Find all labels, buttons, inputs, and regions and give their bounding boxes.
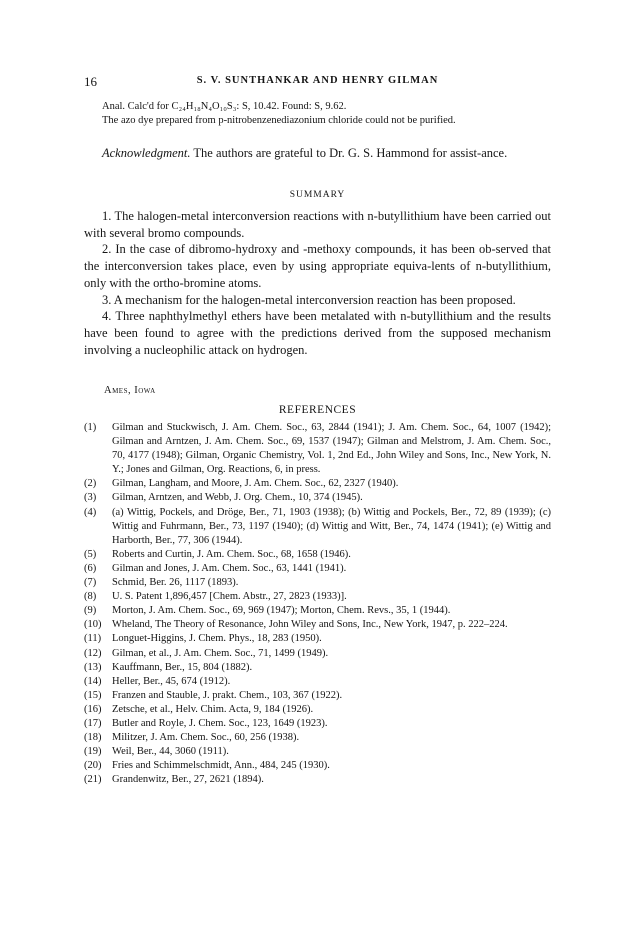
reference-text: Morton, J. Am. Chem. Soc., 69, 969 (1947); Morton, Chem. Revs., 35, 1 (1944). bbox=[112, 605, 451, 617]
reference-item bbox=[84, 576, 551, 590]
reference-text: Gilman and Stuckwisch, J. Am. Chem. Soc., 63, 2844 (1941); J. Am. Chem. Soc., 64, 1007 (1942); Gilman and Arntzen, J. Am. Chem. Soc., 69, 1537 (1947); Gilman and Melstrom, J. Am. Chem. Soc., 70, 4177 (1948); Gilman, Organic Chemistry, Vol. 1, 2nd Ed., John Wiley and Sons, Inc., New York, N. Y.; Jones and Gilman, Org. Reactions, 6, in press. bbox=[112, 422, 551, 476]
summary-item: 1. The halogen-metal interconversion reactions with n-butyllithium have been carried out with several bromo compounds. bbox=[84, 209, 551, 240]
footnote-azo-dye: The azo dye prepared from p-nitrobenzenediazonium chloride could not be purified. bbox=[102, 115, 456, 126]
reference-item bbox=[84, 731, 551, 745]
reference-text: Wheland, The Theory of Resonance, John Wiley and Sons, Inc., New York, 1947, p. 222–224. bbox=[112, 619, 508, 631]
reference-number: (13) bbox=[84, 661, 102, 673]
reference-item bbox=[84, 562, 551, 576]
reference-text: U. S. Patent 1,896,457 [Chem. Abstr., 27, 2823 (1933)]. bbox=[112, 591, 347, 603]
reference-item bbox=[84, 421, 551, 477]
reference-text: Gilman, Langham, and Moore, J. Am. Chem. Soc., 62, 2327 (1940). bbox=[112, 478, 399, 490]
reference-number: (17) bbox=[84, 717, 102, 729]
reference-text: Heller, Ber., 45, 674 (1912). bbox=[112, 675, 231, 687]
summary-item: 2. In the case of dibromo-hydroxy and -methoxy compounds, it has been ob-served that the interconversion takes place, even by using appropriate equiva-lents of n-butyllithium, only with the ortho-bromine atoms. bbox=[84, 242, 551, 290]
acknowledgment-text: The authors are grateful to Dr. G. S. Hammond for assist-ance. bbox=[190, 146, 508, 160]
reference-number: (11) bbox=[84, 633, 102, 645]
reference-text: Gilman, Arntzen, and Webb, J. Org. Chem., 10, 374 (1945). bbox=[112, 492, 363, 504]
acknowledgment-lead: Acknowledgment. bbox=[102, 146, 191, 160]
reference-number: (15) bbox=[84, 689, 102, 701]
reference-item bbox=[84, 689, 551, 703]
reference-item bbox=[84, 759, 551, 773]
reference-item bbox=[84, 491, 551, 505]
reference-number: (7) bbox=[84, 577, 97, 589]
reference-number: (2) bbox=[84, 478, 97, 490]
reference-number: (6) bbox=[84, 562, 97, 574]
reference-item bbox=[84, 477, 551, 491]
author-location: Ames, Iowa bbox=[104, 385, 156, 396]
reference-number: (14) bbox=[84, 675, 102, 687]
reference-item bbox=[84, 618, 551, 632]
reference-text: Gilman, et al., J. Am. Chem. Soc., 71, 1499 (1949). bbox=[112, 647, 329, 659]
reference-text: Fries and Schimmelschmidt, Ann., 484, 245 (1930). bbox=[112, 760, 330, 772]
reference-number: (18) bbox=[84, 732, 102, 744]
reference-item bbox=[84, 548, 551, 562]
reference-text: Longuet-Higgins, J. Chem. Phys., 18, 283 (1950). bbox=[112, 633, 322, 645]
reference-text: Butler and Royle, J. Chem. Soc., 123, 1649 (1923). bbox=[112, 717, 328, 729]
reference-text: Roberts and Curtin, J. Am. Chem. Soc., 68, 1658 (1946). bbox=[112, 548, 351, 560]
reference-item bbox=[84, 632, 551, 646]
reference-item bbox=[84, 604, 551, 618]
analysis-footnotes bbox=[84, 100, 551, 128]
reference-text: Militzer, J. Am. Chem. Soc., 60, 256 (1938). bbox=[112, 732, 300, 744]
references-heading: REFERENCES bbox=[278, 404, 357, 416]
reference-number: (19) bbox=[84, 746, 102, 758]
reference-number: (1) bbox=[84, 422, 97, 433]
reference-number: (21) bbox=[84, 774, 102, 786]
reference-item bbox=[84, 647, 551, 661]
reference-number: (10) bbox=[84, 619, 102, 631]
reference-item bbox=[84, 675, 551, 689]
reference-item bbox=[84, 717, 551, 731]
summary-heading: SUMMARY bbox=[289, 190, 346, 200]
reference-text: Franzen and Stauble, J. prakt. Chem., 103, 367 (1922). bbox=[112, 689, 343, 701]
running-head: S. V. SUNTHANKAR AND HENRY GILMAN bbox=[196, 75, 439, 86]
page-number: 16 bbox=[84, 74, 97, 89]
references-list bbox=[84, 421, 551, 787]
reference-number: (4) bbox=[84, 506, 97, 518]
reference-number: (20) bbox=[84, 760, 102, 772]
reference-item bbox=[84, 590, 551, 604]
reference-text: Zetsche, et al., Helv. Chim. Acta, 9, 184 (1926). bbox=[112, 703, 314, 715]
summary-item: 4. Three naphthylmethyl ethers have been metalated with n-butyllithium and the results have been found to agree with the predictions derived from the supposed mechanism involving a nucleophilic attack on hydrogen. bbox=[84, 309, 551, 357]
reference-item bbox=[84, 506, 551, 548]
reference-number: (12) bbox=[84, 647, 102, 659]
reference-item bbox=[84, 745, 551, 759]
reference-text: (a) Wittig, Pockels, and Dröge, Ber., 71, 1903 (1938); (b) Wittig and Pockels, Ber., 72, 89 (1939); (c) Wittig and Fuhrmann, Ber., 73, 1197 (1940); (d) Wittig and Witt, Ber., 74, 1474 (1941); (e) Wittig and Harborth, Ber., 77, 306 (1944). bbox=[112, 506, 551, 546]
reference-number: (3) bbox=[84, 492, 97, 504]
reference-number: (5) bbox=[84, 548, 97, 560]
summary-list bbox=[84, 208, 551, 358]
reference-text: Grandenwitz, Ber., 27, 2621 (1894). bbox=[112, 774, 264, 786]
reference-text: Schmid, Ber. 26, 1117 (1893). bbox=[112, 577, 239, 589]
reference-item bbox=[84, 661, 551, 675]
summary-item: 3. A mechanism for the halogen-metal interconversion reaction has been proposed. bbox=[102, 292, 516, 307]
footnote-analysis: Anal. Calc'd for C₂₄H₁₈N₄O₁₀S₃: S, 10.42. Found: S, 9.62. bbox=[102, 101, 347, 112]
acknowledgment bbox=[84, 145, 551, 162]
reference-item bbox=[84, 773, 551, 787]
reference-item bbox=[84, 703, 551, 717]
reference-text: Gilman and Jones, J. Am. Chem. Soc., 63, 1441 (1941). bbox=[112, 562, 347, 574]
reference-number: (9) bbox=[84, 605, 97, 617]
reference-text: Weil, Ber., 44, 3060 (1911). bbox=[112, 746, 229, 758]
reference-text: Kauffmann, Ber., 15, 804 (1882). bbox=[112, 661, 253, 673]
reference-number: (16) bbox=[84, 703, 102, 715]
page-header bbox=[84, 74, 551, 90]
reference-number: (8) bbox=[84, 591, 97, 603]
